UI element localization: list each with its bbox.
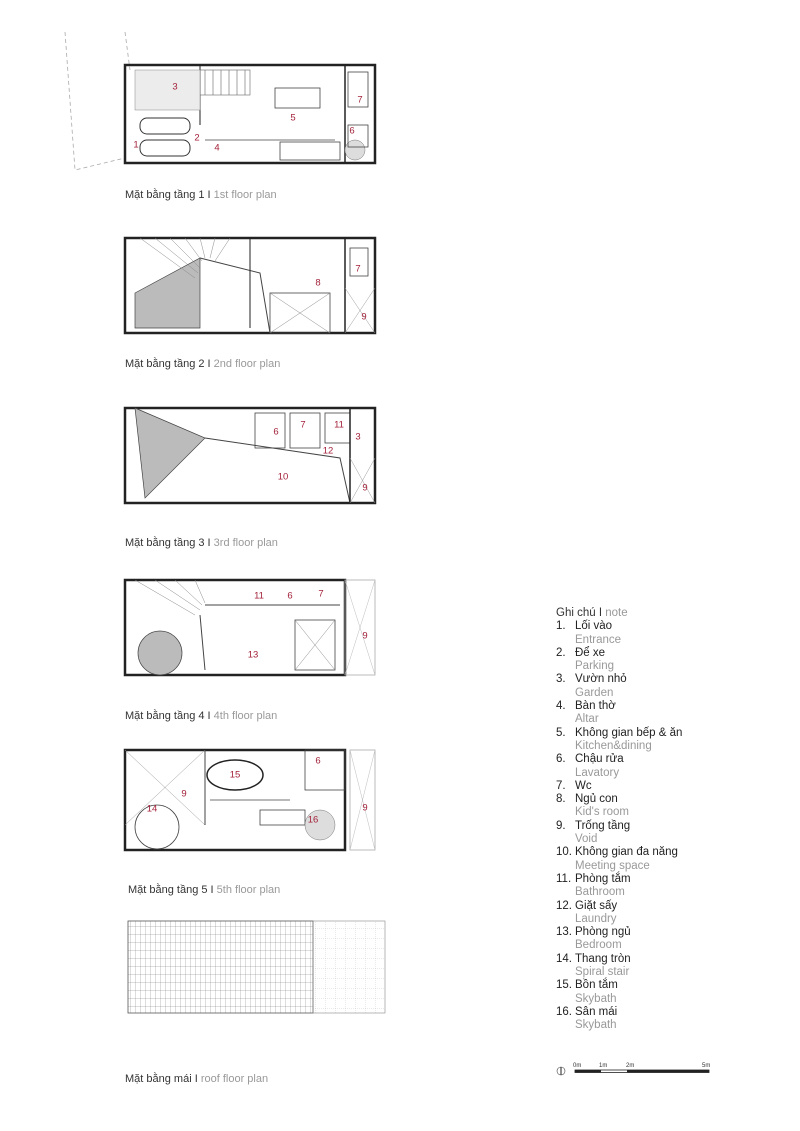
- legend-item-number: 15.: [556, 979, 572, 992]
- room-number: 1: [133, 139, 139, 151]
- room-number: 10: [277, 471, 289, 483]
- room-number: 9: [361, 311, 367, 323]
- legend-item-vn: [556, 780, 682, 793]
- room-number: 9: [362, 482, 368, 494]
- legend-item-number: 8.: [556, 793, 566, 806]
- legend-item-en: Spiral stair: [575, 966, 630, 979]
- floor-plan-5-caption: [128, 884, 280, 896]
- caption-en: 2nd floor plan: [213, 358, 281, 370]
- roof-plan-drawing: [125, 918, 390, 1018]
- legend-item-label: Ngủ con: [575, 793, 618, 806]
- legend-item-number: 6.: [556, 753, 566, 766]
- caption-vn: Mặt bằng tầng 2 I: [125, 358, 214, 370]
- legend-item-en: Meeting space: [575, 859, 650, 872]
- legend-item-en: Kitchen&dining: [575, 739, 652, 752]
- floor-plan-3-caption: [125, 537, 278, 549]
- legend-title-vn: Ghi chú I: [556, 607, 606, 619]
- legend-item-en: Lavatory: [575, 766, 620, 779]
- legend-item: [556, 900, 682, 927]
- room-number: 9: [362, 630, 368, 642]
- room-number: 14: [146, 803, 158, 815]
- legend-item-number: 16.: [556, 1005, 572, 1018]
- room-number: 6: [287, 590, 293, 602]
- legend-item-label: Thang tròn: [575, 952, 631, 965]
- room-number: 6: [349, 125, 355, 137]
- legend-item-en: Laundry: [575, 912, 617, 925]
- legend-item-vn: [556, 727, 682, 740]
- legend-item-label: Phòng ngủ: [575, 926, 631, 939]
- legend-item-vn: [556, 753, 682, 766]
- legend-item-en: Garden: [575, 686, 614, 699]
- room-number: 7: [318, 588, 324, 600]
- legend-item-en: Void: [575, 833, 598, 846]
- legend-item-vn: [556, 793, 682, 806]
- caption-en: 4th floor plan: [213, 710, 278, 722]
- floor-plan-1: [55, 30, 385, 180]
- legend-item: [556, 753, 682, 780]
- legend-item-label: Không gian đa năng: [575, 846, 678, 859]
- legend-item: [556, 647, 682, 674]
- legend-item-number: 7.: [556, 779, 566, 792]
- legend-item-vn: [556, 846, 682, 859]
- room-number: 8: [315, 277, 321, 289]
- legend-item-en: Skybath: [575, 1019, 617, 1032]
- caption-en: roof floor plan: [200, 1073, 269, 1085]
- floor-plan-4: [120, 575, 380, 685]
- legend-item: [556, 820, 682, 847]
- legend-item: [556, 793, 682, 820]
- room-number: 16: [307, 814, 319, 826]
- legend-item-label: Lối vào: [575, 620, 613, 633]
- legend-item-en: Bathroom: [575, 886, 625, 899]
- caption-vn: Mặt bằng tầng 5 I: [128, 884, 217, 896]
- legend-item-vn: [556, 620, 682, 633]
- legend-item-vn: [556, 673, 682, 686]
- legend-item-label: Wc: [575, 779, 592, 792]
- floor-plan-3: [120, 403, 380, 511]
- caption-en: 1st floor plan: [213, 189, 277, 201]
- legend-item-label: Chậu rửa: [575, 753, 624, 766]
- legend-item-vn: [556, 1006, 682, 1019]
- floor-plan-5-drawing: [120, 745, 380, 855]
- scale-label: 5m: [702, 1063, 711, 1069]
- room-number: 7: [357, 94, 363, 106]
- floor-plan-4-caption: [125, 710, 277, 722]
- scale-label: 1m: [599, 1063, 608, 1069]
- room-number: 4: [214, 142, 220, 154]
- legend-item: [556, 873, 682, 900]
- legend-item: [556, 926, 682, 953]
- floor-plan-2: [120, 233, 380, 338]
- room-number: 6: [315, 755, 321, 767]
- legend-item-label: Không gian bếp & ăn: [575, 726, 683, 739]
- legend-item: [556, 780, 682, 793]
- floor-plan-2-drawing: [120, 233, 380, 338]
- scale-bar: [556, 1060, 716, 1080]
- scale-label: 2m: [626, 1063, 635, 1069]
- legend-item: [556, 620, 682, 647]
- legend-item-vn: [556, 873, 682, 886]
- floor-plan-4-drawing: [120, 575, 380, 685]
- legend-item-label: Phòng tắm: [575, 872, 631, 885]
- legend-item-number: 11.: [556, 872, 572, 885]
- room-number: 15: [229, 769, 241, 781]
- legend-item-number: 14.: [556, 952, 572, 965]
- roof-plan-caption: [125, 1073, 268, 1085]
- floor-plan-5: [120, 745, 380, 855]
- legend-title: [556, 607, 682, 620]
- room-number: 3: [355, 431, 361, 443]
- legend-item-number: 13.: [556, 926, 572, 939]
- legend-item-en: Bedroom: [575, 939, 622, 952]
- room-number: 5: [290, 112, 296, 124]
- legend-item-en: Entrance: [575, 633, 622, 646]
- legend-item-en: Skybath: [575, 992, 617, 1005]
- caption-en: 5th floor plan: [216, 884, 281, 896]
- legend-item-label: Vườn nhỏ: [575, 673, 627, 686]
- legend-item-vn: [556, 647, 682, 660]
- legend-item-number: 12.: [556, 899, 572, 912]
- legend-item-vn: [556, 900, 682, 913]
- floor-plan-2-caption: [125, 358, 280, 370]
- legend-item-vn: [556, 926, 682, 939]
- legend-item-label: Để xe: [575, 646, 606, 659]
- legend-item-en: Parking: [575, 660, 614, 673]
- legend-item: [556, 1006, 682, 1033]
- legend-item-number: 9.: [556, 819, 566, 832]
- room-number: 11: [254, 590, 264, 602]
- room-number: 7: [355, 263, 361, 275]
- caption-en: 3rd floor plan: [213, 537, 278, 549]
- room-number: 3: [172, 81, 178, 93]
- room-number: 13: [247, 649, 259, 661]
- legend-item: [556, 727, 682, 754]
- caption-vn: Mặt bằng tầng 4 I: [125, 710, 214, 722]
- room-number: 6: [273, 426, 279, 438]
- legend: [556, 607, 682, 1033]
- scale-label: 0m: [573, 1063, 582, 1069]
- room-number: 9: [362, 802, 368, 814]
- legend-item-number: 4.: [556, 700, 566, 713]
- caption-vn: Mặt bằng tầng 3 I: [125, 537, 214, 549]
- legend-item-en: Altar: [575, 713, 599, 726]
- legend-title-en: note: [605, 607, 628, 619]
- room-number: 11: [334, 419, 344, 431]
- caption-vn: Mặt bằng mái I: [125, 1073, 201, 1085]
- legend-item-label: Trống tầng: [575, 819, 631, 832]
- legend-item-vn: [556, 700, 682, 713]
- legend-item-en: Kid's room: [575, 806, 629, 819]
- legend-item-number: 3.: [556, 673, 566, 686]
- room-number: 2: [194, 132, 200, 144]
- legend-item-vn: [556, 820, 682, 833]
- floor-plan-1-caption: [125, 189, 277, 201]
- legend-items: [556, 620, 682, 1032]
- legend-item-number: 5.: [556, 726, 566, 739]
- legend-item-label: Bồn tắm: [575, 979, 618, 992]
- legend-item-number: 1.: [556, 620, 566, 633]
- legend-item: [556, 953, 682, 980]
- room-number: 12: [322, 445, 334, 457]
- legend-item-label: Bàn thờ: [575, 700, 616, 713]
- legend-item-vn: [556, 953, 682, 966]
- legend-item-label: Sân mái: [575, 1005, 618, 1018]
- room-number: 9: [181, 788, 187, 800]
- legend-item-number: 10.: [556, 846, 572, 859]
- room-number: 7: [300, 419, 306, 431]
- legend-item-vn: [556, 979, 682, 992]
- legend-item: [556, 979, 682, 1006]
- roof-plan: [125, 918, 390, 1018]
- legend-item: [556, 673, 682, 700]
- caption-vn: Mặt bằng tầng 1 I: [125, 189, 214, 201]
- legend-item-number: 2.: [556, 646, 566, 659]
- legend-item: [556, 700, 682, 727]
- floor-plan-1-drawing: [55, 30, 385, 180]
- legend-item-label: Giặt sấy: [575, 899, 618, 912]
- legend-item: [556, 846, 682, 873]
